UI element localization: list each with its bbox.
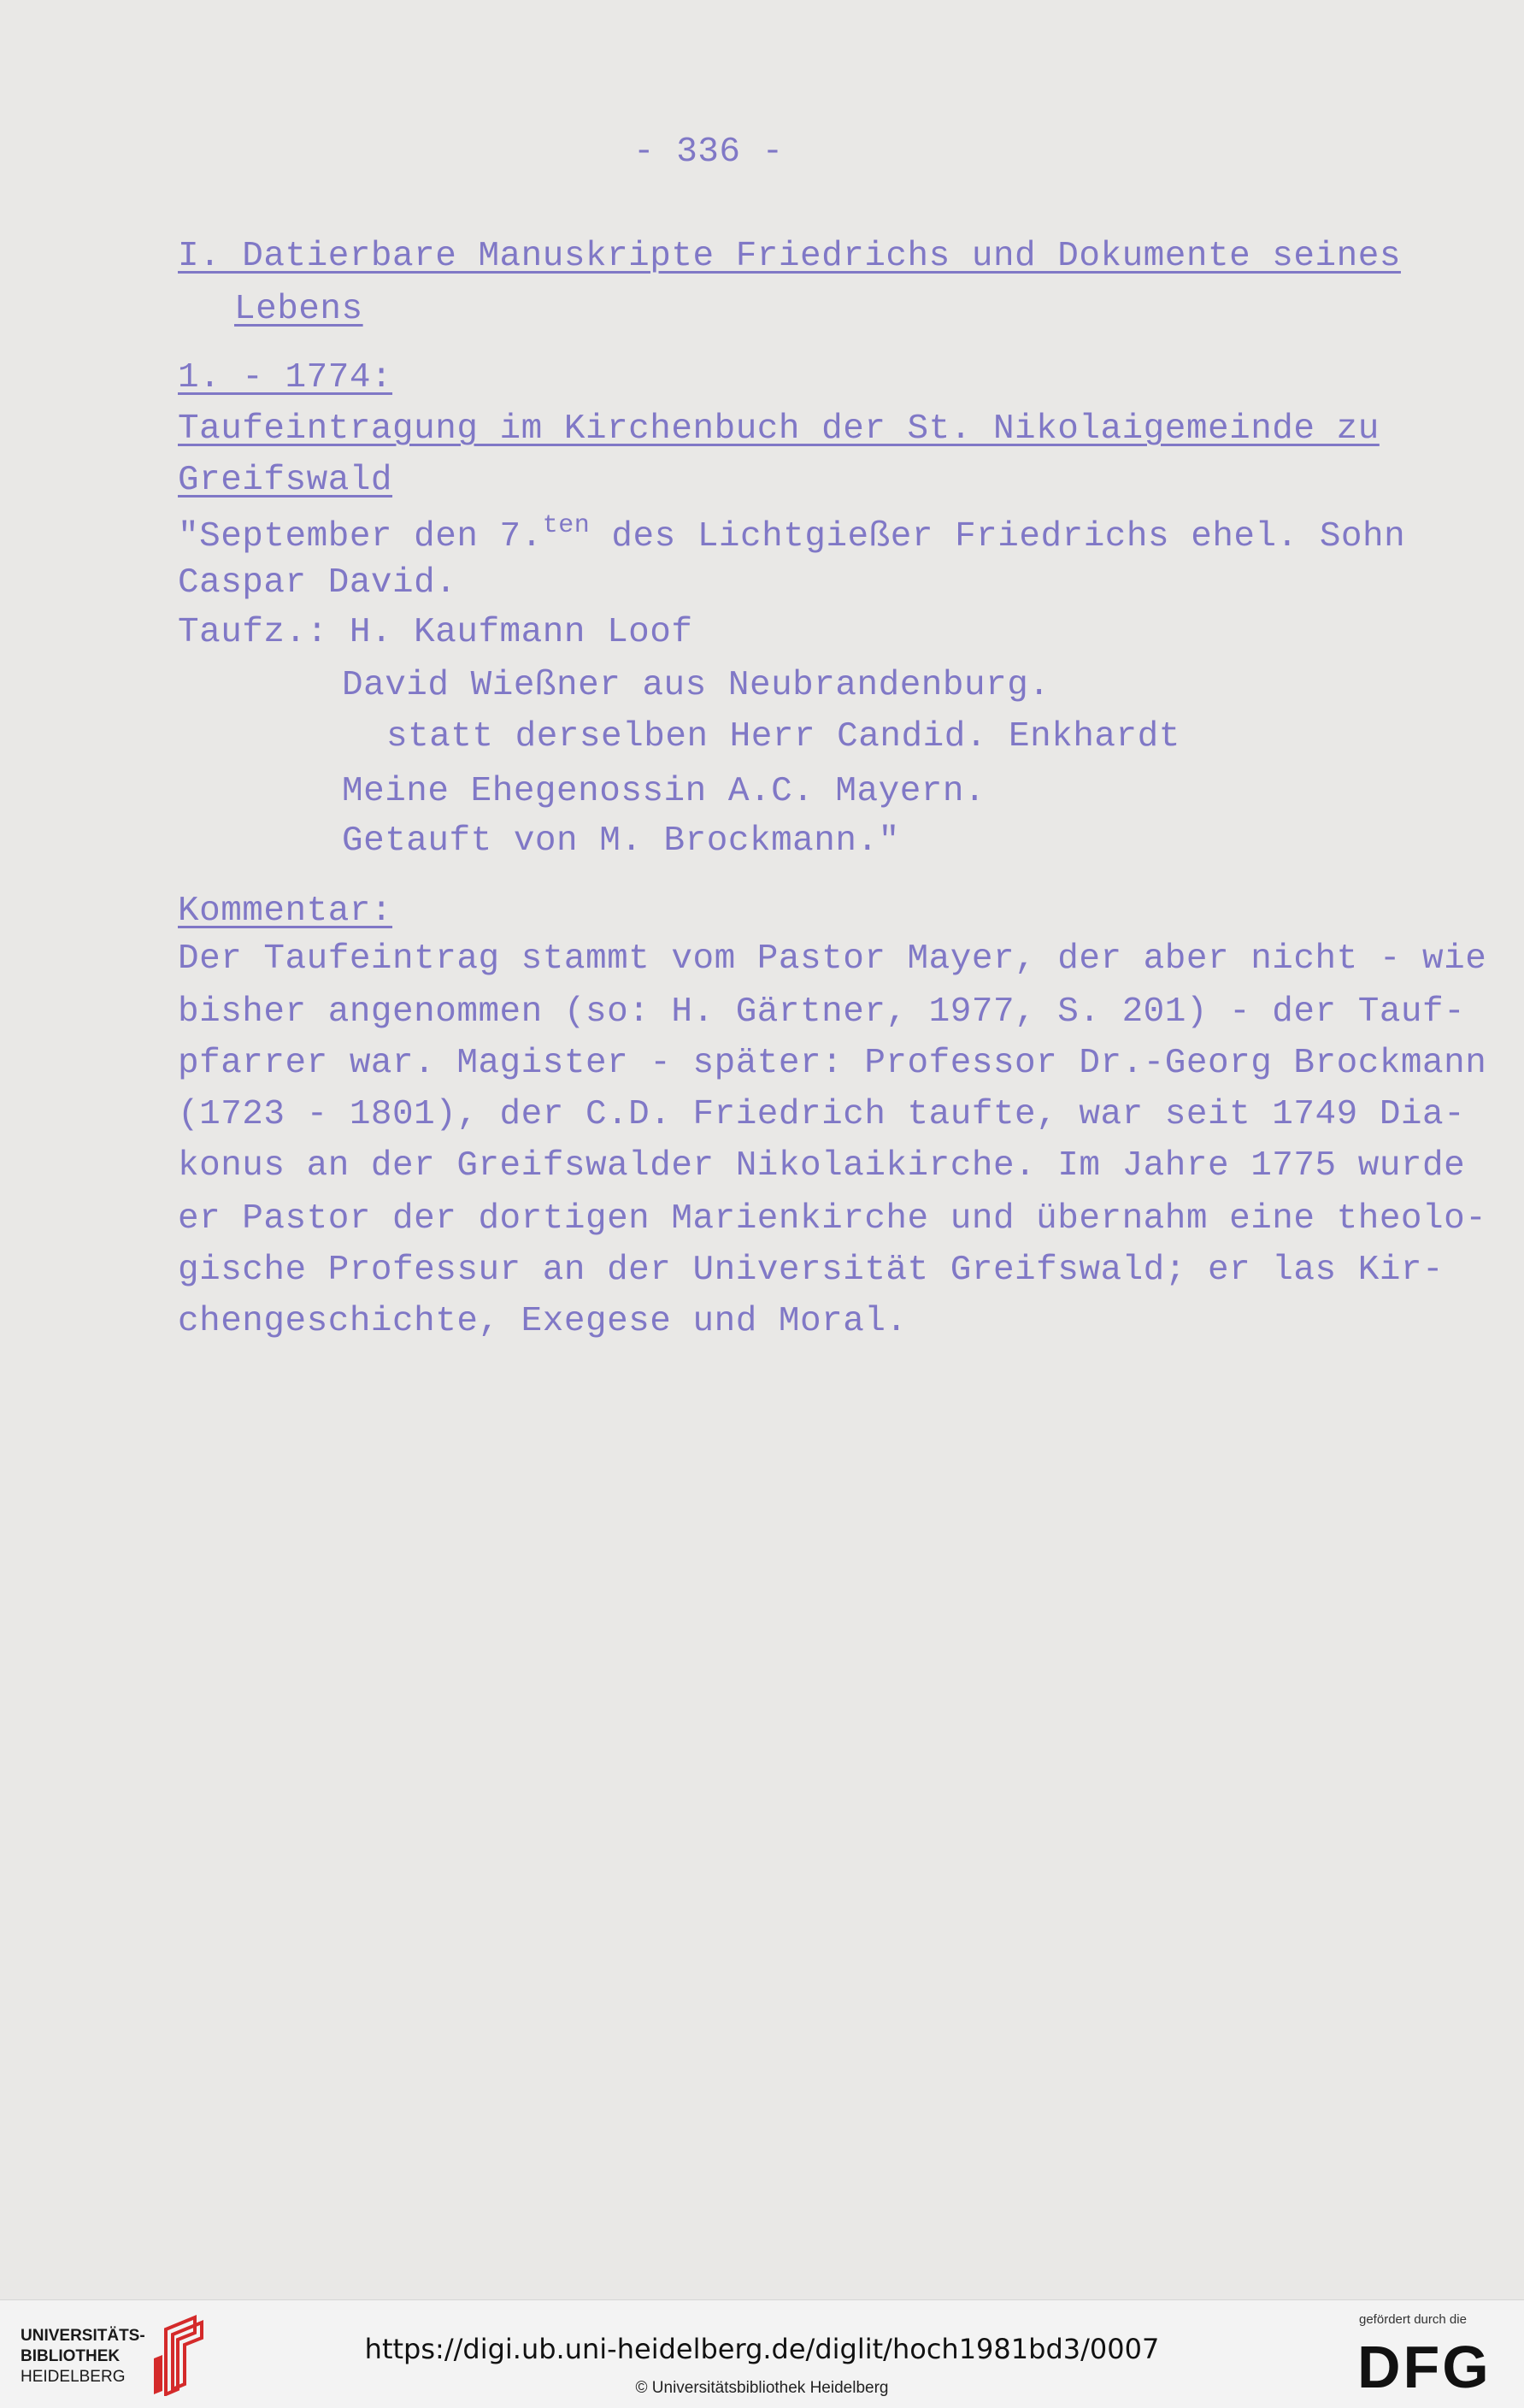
superscript-ten: ten (542, 511, 591, 540)
quote-line-2: Caspar David. (178, 563, 457, 603)
comment-line: gische Professur an der Universität Greifswald; er las Kir- (178, 1251, 1445, 1290)
quote-line-4: David Wießner aus Neubrandenburg. (342, 666, 1050, 705)
comment-line: pfarrer war. Magister - später: Professor Dr.-Georg Brockmann (178, 1044, 1487, 1083)
entry-title-line1: Taufeintragung im Kirchenbuch der St. Nikolaigemeinde zu (178, 409, 1380, 449)
section-heading-line2: Lebens (234, 290, 363, 329)
copyright-notice: © Universitätsbibliothek Heidelberg (635, 2379, 889, 2397)
comment-heading: Kommentar: (178, 892, 393, 931)
entry-title-line2: Greifswald (178, 461, 393, 500)
funding-note: gefördert durch die (1359, 2312, 1467, 2327)
quote-line-1 (178, 513, 1405, 555)
dfg-logo: DFG (1357, 2334, 1492, 2400)
quote-line-1-end: des Lichtgießer Friedrichs ehel. Sohn (590, 517, 1406, 556)
comment-line: Der Taufeintrag stammt vom Pastor Mayer, der aber nicht - wie (178, 939, 1487, 979)
comment-line: chengeschichte, Exegese und Moral. (178, 1302, 908, 1341)
permalink-url[interactable]: https://digi.ub.uni-heidelberg.de/diglit/hoch1981bd3/0007 (364, 2333, 1160, 2365)
quote-line-7: Getauft von M. Brockmann." (342, 821, 900, 861)
section-heading-line1: I. Datierbare Manuskripte Friedrichs und Dokumente seines (178, 237, 1401, 276)
page-number: - 336 - (633, 132, 784, 172)
quote-line-3: Taufz.: H. Kaufmann Loof (178, 613, 693, 652)
entry-number: 1. - 1774: (178, 358, 393, 397)
quote-line-5: statt derselben Herr Candid. Enkhardt (386, 717, 1180, 757)
library-line-1: UNIVERSITÄTS- (21, 2327, 145, 2345)
library-line-3: HEIDELBERG (21, 2368, 126, 2386)
comment-line: (1723 - 1801), der C.D. Friedrich taufte, war seit 1749 Dia- (178, 1095, 1466, 1134)
comment-line: bisher angenommen (so: H. Gärtner, 1977, S. 201) - der Tauf- (178, 992, 1466, 1032)
library-line-2: BIBLIOTHEK (21, 2347, 121, 2365)
comment-line: konus an der Greifswalder Nikolaikirche. Im Jahre 1775 wurde (178, 1146, 1466, 1186)
viewer-footer (0, 2299, 1524, 2408)
quote-line-1-start: "September den 7. (178, 517, 543, 556)
comment-line: er Pastor der dortigen Marienkirche und übernahm eine theolo- (178, 1199, 1487, 1239)
quote-line-6: Meine Ehegenossin A.C. Mayern. (342, 772, 986, 811)
